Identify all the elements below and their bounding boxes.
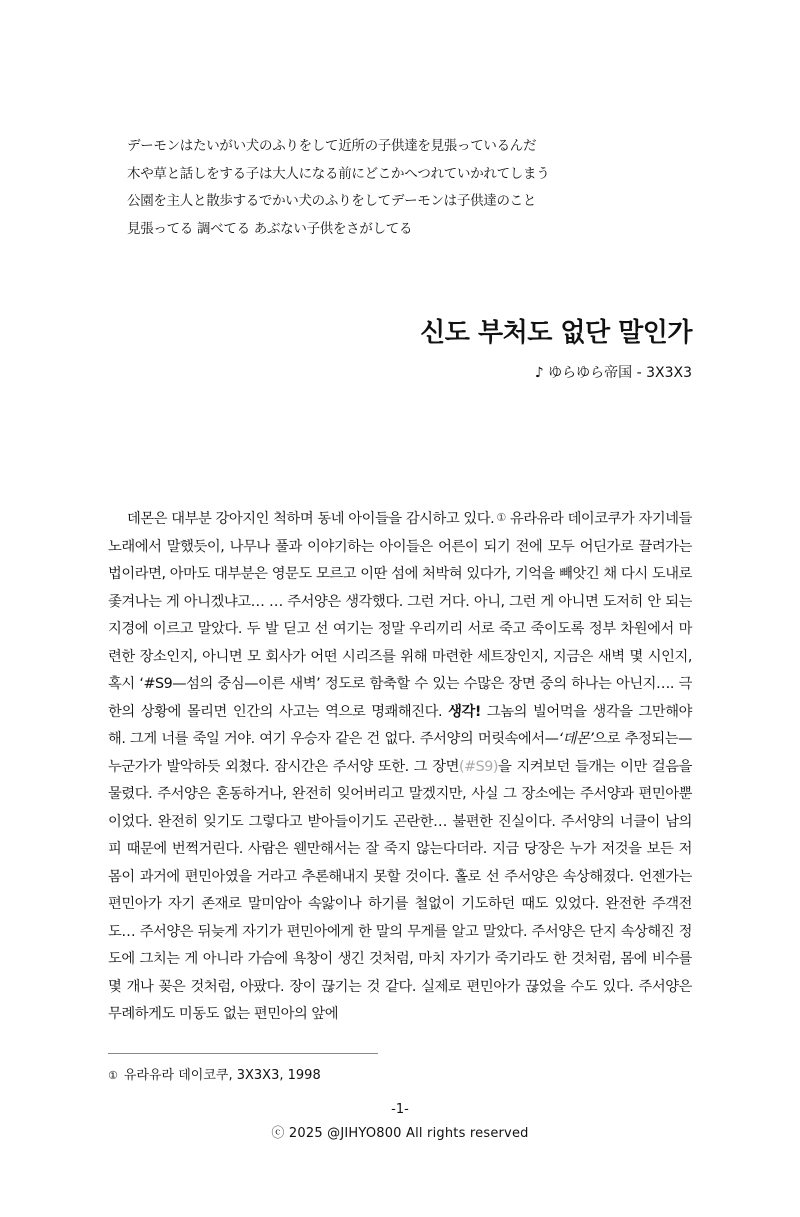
- body-segment: 데몬은 대부분 강아지인 척하며 동네 아이들을 감시하고 있다.: [127, 511, 495, 527]
- body-segment: 을 지켜보던 들개는 이만 걸음을 물렸다. 주서양은 혼동하거나, 완전히 잊어버리고 말겠지만, 사실 그 장소에는 주서양과 편민아뿐이었다. 완전히 잊기도 그렇다고 받아들이기도 곤란한… 불편한 진실이다. 주서양의 너클이 남의 피 때문에 번쩍거린다. 사람은 웬만해서는 잘 죽지 않는다더라. 지금 당장은 누가 저것을 보든 저 몸이 과거에 편민아였을 거라고 추론해내지 못할 것이다. 홀로 선 주서양은 속상해졌다. 언젠가는 편민아가 자기 존재로 말미암아 속앓이나 하기를 철없이 기도하던 때도 있었다. 완전한 주객전도… 주서양은 뒤늦게 자기가 편민아에게 한 말의 무게를 알고 말았다. 주서양은 단지 속상해진 정도에 그치는 게 아니라 가슴에 욕창이 생긴 것처럼, 마치 자기가 죽기라도 한 것처럼, 몸에 비수를 몇 개나 꽂은 것처럼, 아팠다. 장이 끊기는 것 같다. 실제로 편민아가 끊었을 수도 있다. 주서양은 무례하게도 미동도 없는 편민아의 앞에: [108, 758, 692, 1022]
- scene-tag: (#S9): [458, 758, 499, 775]
- body-paragraph: [108, 504, 692, 1029]
- body-segment: 그놈의 빌어먹을 생각을 그만해야 해. 그게 너를 죽일 거야. 여기 우승자 같은 건 없다. 주서양의 머릿속에서—: [108, 703, 692, 747]
- epigraph-line: 木や草と話しをする子は大人になる前にどこかへつれていかれてしまう: [127, 165, 550, 182]
- epigraph: [127, 133, 687, 243]
- epigraph-line: デーモンはたいがい犬のふりをして近所の子供達を見張っているんだ: [127, 138, 537, 154]
- footnote-text: 유라유라 데이코쿠, 3X3X3, 1998: [123, 1068, 321, 1083]
- emphasis-bold: 생각!: [448, 703, 481, 720]
- footnote-divider: [108, 1053, 378, 1054]
- body-text: [108, 504, 692, 1029]
- footnote-reference[interactable]: ①: [496, 511, 506, 524]
- page-number: -1-: [391, 1102, 409, 1117]
- song-credit: ♪ ゆらゆら帝国 - 3X3X3: [534, 365, 692, 381]
- epigraph-line: 公園を主人と散歩するでかい犬のふりをしてデーモンは子供達のこと: [127, 193, 537, 209]
- copyright: ⓒ 2025 @JIHYO800 All rights reserved: [271, 1126, 529, 1141]
- footnote: [108, 1064, 321, 1083]
- epigraph-line: 見張ってる 調べてる あぶない子供をさがしてる: [127, 220, 413, 237]
- chapter-title: 신도 부처도 없단 말인가: [420, 318, 692, 348]
- body-segment: 유라유라 데이코쿠가 자기네들 노래에서 말했듯이, 나무나 풀과 이야기하는 아이들은 어른이 되기 전에 모두 어딘가로 끌려가는 법이라면, 아마도 대부분은 영문도 모르고 이딴 섬에 처박혀 있다가, 기억을 빼앗긴 채 다시 도내로 좇겨나는 게 아니겠냐고… … 주서양은 생각했다. 그런 거다. 아니, 그런 게 아니면 도저히 안 되는 지경에 이르고 말았다. 두 발 딛고 선 여기는 정말 우리끼리 서로 죽고 죽이도록 정부 차원에서 마련한 장소인지, 아니면 모 회사가 어떤 시리즈를 위해 마련한 세트장인지, 지금은 새벽 몇 시인지, 혹시 ‘#S9—섬의 중심—이른 새벽’ 정도로 함축할 수 있는 수많은 장면 중의 하나는 아닌지…. 극한의 상황에 몰리면 인간의 사고는 역으로 명쾌해진다.: [108, 511, 692, 720]
- footnote-mark: ①: [108, 1069, 118, 1082]
- emphasis-italic: ‘데몬’: [558, 731, 594, 747]
- body-segment: 으로 추정되는—누군가가 발악하듯 외쳤다. 잠시간은 주서양 또한. 그 장면: [108, 731, 692, 775]
